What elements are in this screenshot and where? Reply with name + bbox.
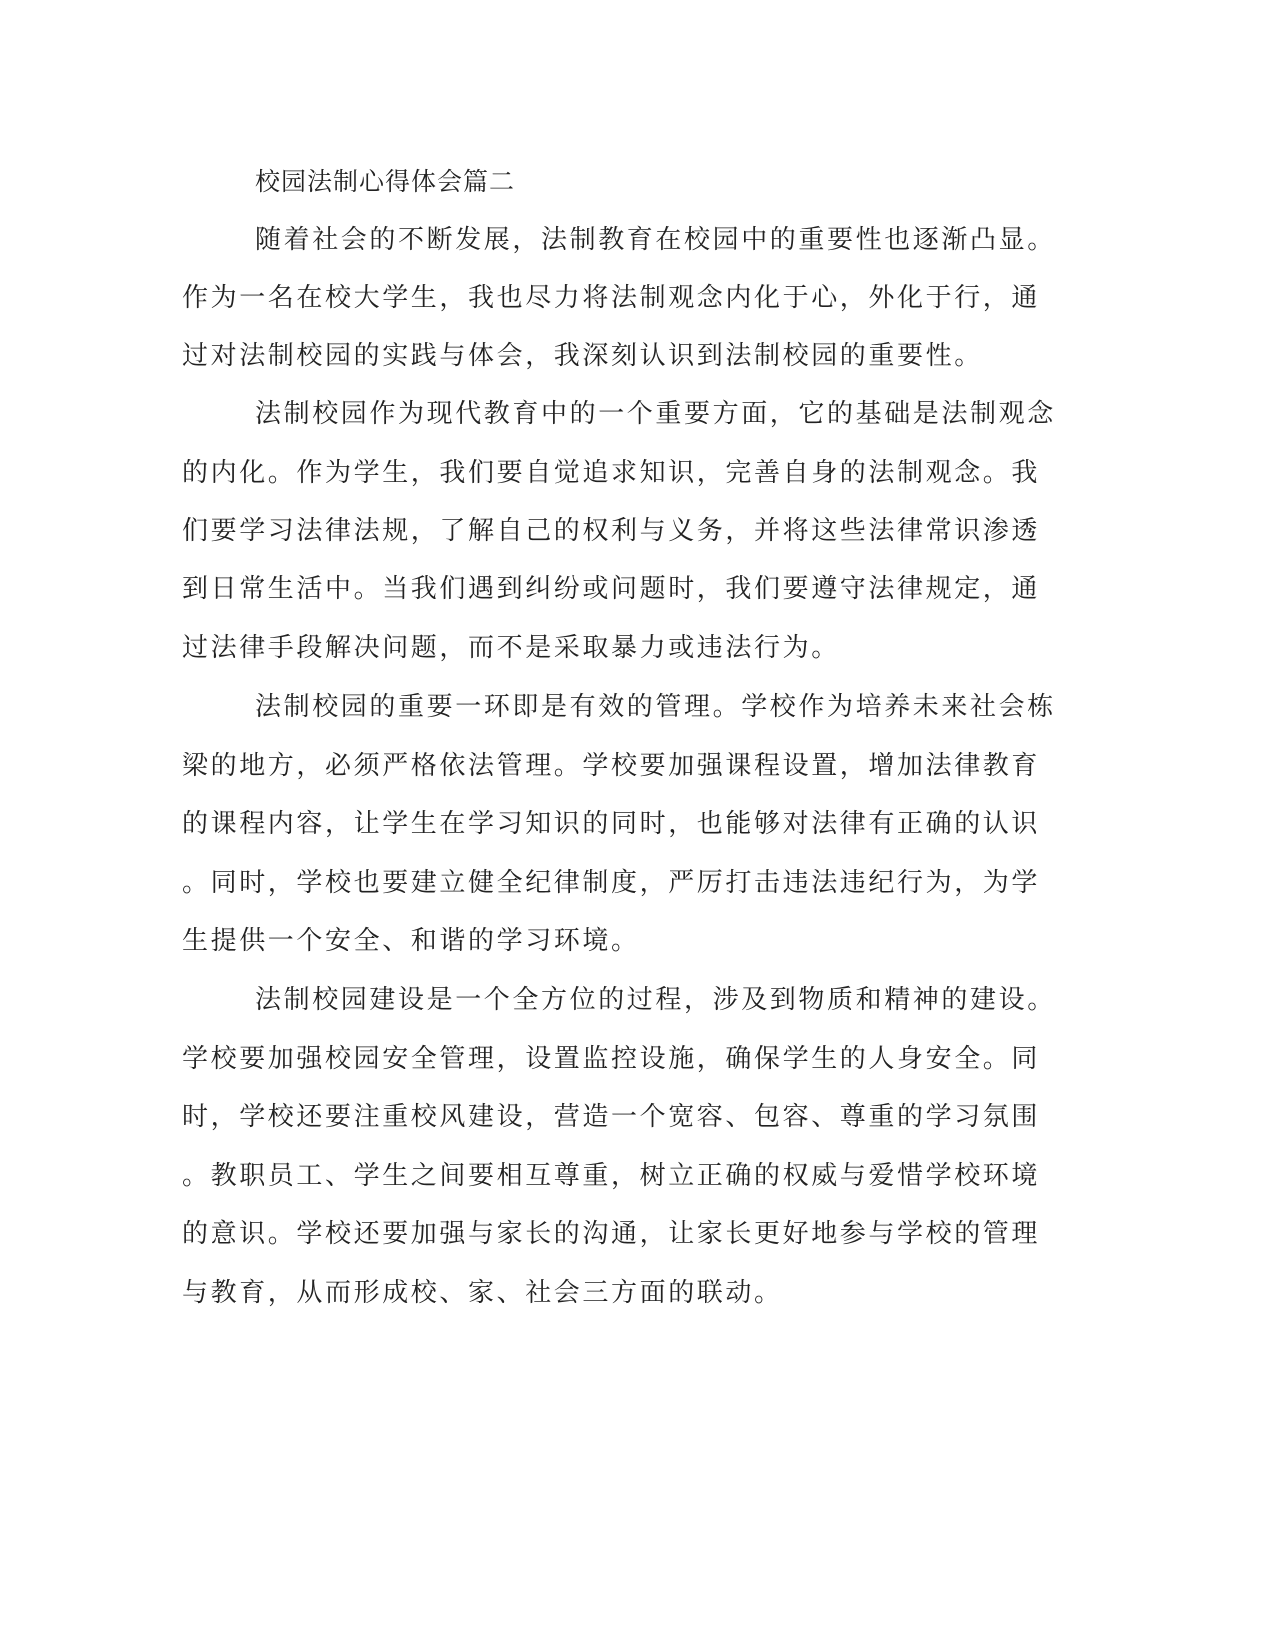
- paragraph-3-line-5: 生提供一个安全、和谐的学习环境。: [182, 926, 640, 956]
- paragraph-4-line-3: 时，学校还要注重校风建设，营造一个宽容、包容、尊重的学习氛围: [182, 1102, 1041, 1132]
- paragraph-4-line-1: 法制校园建设是一个全方位的过程，涉及到物质和精神的建设。: [255, 985, 1056, 1015]
- paragraph-3-line-4: 。同时，学校也要建立健全纪律制度，严厉打击违法违纪行为，为学: [182, 868, 1041, 898]
- paragraph-3-line-2: 梁的地方，必须严格依法管理。学校要加强课程设置，增加法律教育: [182, 751, 1041, 781]
- paragraph-2-line-3: 们要学习法律法规，了解自己的权利与义务，并将这些法律常识渗透: [182, 516, 1041, 546]
- paragraph-2-line-2: 的内化。作为学生，我们要自觉追求知识，完善自身的法制观念。我: [182, 458, 1041, 488]
- paragraph-4-line-2: 学校要加强校园安全管理，设置监控设施，确保学生的人身安全。同: [182, 1044, 1041, 1074]
- paragraph-2-line-4: 到日常生活中。当我们遇到纠纷或问题时，我们要遵守法律规定，通: [182, 574, 1041, 604]
- paragraph-1-line-3: 过对法制校园的实践与体会，我深刻认识到法制校园的重要性。: [182, 341, 983, 371]
- paragraph-3-line-1: 法制校园的重要一环即是有效的管理。学校作为培养未来社会栋: [255, 692, 1056, 722]
- paragraph-3-line-3: 的课程内容，让学生在学习知识的同时，也能够对法律有正确的认识: [182, 809, 1041, 839]
- paragraph-2-line-1: 法制校园作为现代教育中的一个重要方面，它的基础是法制观念: [255, 399, 1056, 429]
- paragraph-4-line-5: 的意识。学校还要加强与家长的沟通，让家长更好地参与学校的管理: [182, 1219, 1041, 1249]
- paragraph-4-line-4: 。教职员工、学生之间要相互尊重，树立正确的权威与爱惜学校环境: [182, 1161, 1041, 1191]
- paragraph-2-line-5: 过法律手段解决问题，而不是采取暴力或违法行为。: [182, 633, 840, 663]
- paragraph-1-line-2: 作为一名在校大学生，我也尽力将法制观念内化于心，外化于行，通: [182, 283, 1041, 313]
- paragraph-4-line-6: 与教育，从而形成校、家、社会三方面的联动。: [182, 1278, 783, 1308]
- document-title: 校园法制心得体会篇二: [255, 167, 516, 196]
- paragraph-1-line-1: 随着社会的不断发展，法制教育在校园中的重要性也逐渐凸显。: [255, 225, 1056, 255]
